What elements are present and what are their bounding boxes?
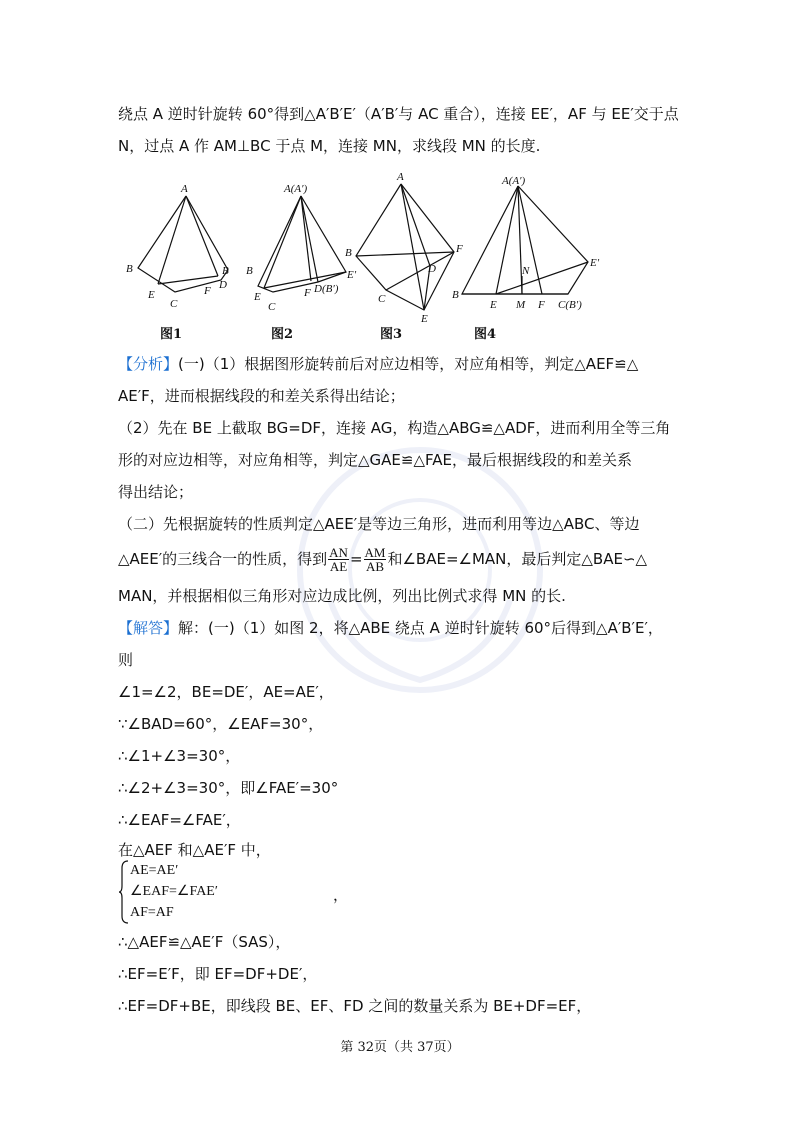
- text-line: 在△AEF 和△AE′F 中，: [118, 841, 271, 859]
- fig2-label-b: B: [246, 265, 253, 277]
- text-line: ∴EF=E′F，即 EF=DF+DE′，: [118, 965, 318, 983]
- fig4-label-n: N: [522, 265, 530, 277]
- fig1-label-c: C: [170, 298, 178, 310]
- fig1-label-e: E: [148, 289, 155, 301]
- fig2-label-f: F: [304, 287, 311, 299]
- text-span: (一)（1）根据图形旋转前后对应边相等，对应角相等，判定△AEF≌△: [178, 355, 639, 373]
- analysis-tag: 【分析】: [118, 355, 179, 373]
- fig4-label-e2: E′: [590, 257, 600, 269]
- fig4-label-c: C(B′): [558, 299, 582, 311]
- fig1-label-d: D: [219, 279, 227, 291]
- fig1-label-b: B: [126, 263, 133, 275]
- fraction-numerator: AN: [329, 545, 348, 560]
- text-span: △AEE′的三线合一的性质，得到: [118, 550, 328, 568]
- text-line: 得出结论；: [118, 483, 194, 501]
- text-line: MAN，并根据相似三角形对应边成比例，列出比例式求得 MN 的长.: [118, 587, 566, 605]
- fig1-label-b2: B: [222, 265, 229, 277]
- fig1-label-a: A: [181, 183, 188, 195]
- text-line: N，过点 A 作 AM⊥BC 于点 M，连接 MN，求线段 MN 的长度.: [118, 137, 541, 155]
- page-footer: 第 32页（共 37页）: [340, 1040, 460, 1055]
- fig1-label-f: F: [204, 285, 211, 297]
- fig4-label-e: E: [490, 299, 497, 311]
- text-span: 解：(一)（1）如图 2，将△ABE 绕点 A 逆时针旋转 60°后得到△A′B′E′，: [178, 619, 663, 637]
- text-line: ∵∠BAD=60°，∠EAF=30°，: [118, 715, 324, 733]
- text-line: ∴∠2+∠3=30°，即∠FAE′=30°: [118, 779, 339, 797]
- fig3-label-f: F: [456, 243, 463, 255]
- fig2-label-e: E: [254, 291, 261, 303]
- brace-lines: [130, 860, 218, 923]
- equation-line: AE=AE′: [130, 863, 179, 878]
- fraction: [364, 546, 387, 573]
- text-span: 和∠BAE=∠MAN，最后判定△BAE∽△: [387, 550, 648, 568]
- text-line: ∴EF=DF+BE，即线段 BE、EF、FD 之间的数量关系为 BE+DF=EF，: [118, 997, 592, 1015]
- fig3-label-a: A: [397, 171, 404, 183]
- fig4-label-m: M: [516, 299, 526, 311]
- fraction-numerator: AM: [364, 545, 386, 560]
- fig2-label-e2: E′: [347, 269, 357, 281]
- fig3-label-b: B: [345, 247, 352, 259]
- figure-caption: 图3: [380, 327, 403, 342]
- text-line: 形的对应边相等，对应角相等，判定△GAE≌△FAE，最后根据线段的和差关系: [118, 451, 632, 469]
- fig3-label-d: D: [428, 263, 436, 275]
- solution-tag: 【解答】: [118, 619, 179, 637]
- equation-line: ∠EAF=∠FAE′: [130, 884, 218, 899]
- fraction-denominator: AE: [329, 559, 348, 574]
- text-line: ∴∠EAF=∠FAE′，: [118, 811, 241, 829]
- fig4-label-f: F: [538, 299, 545, 311]
- geometry-figures: [118, 168, 618, 348]
- text-line: ∠1=∠2，BE=DE′，AE=AE′，: [118, 683, 334, 701]
- fig4-label-a: A(A′): [502, 175, 526, 187]
- figure-caption: 图2: [271, 327, 294, 342]
- fig3-label-e: E: [421, 313, 428, 325]
- text-line: ∴△AEF≌△AE′F（SAS），: [118, 933, 291, 951]
- fig3-label-c: C: [378, 293, 386, 305]
- brace-comma: ，: [333, 886, 349, 904]
- fraction-denominator: AB: [365, 559, 385, 574]
- left-brace-icon: [118, 860, 130, 924]
- equation-line: AF=AF: [130, 905, 174, 920]
- text-line: （2）先在 BE 上截取 BG=DF，连接 AG，构造△ABG≌△ADF，进而利用全等三角: [118, 419, 671, 437]
- figures-row: [118, 168, 618, 348]
- text-line: AE′F，进而根据线段的和差关系得出结论；: [118, 387, 405, 405]
- text-line: （二）先根据旋转的性质判定△AEE′是等边三角形，进而利用等边△ABC、等边: [118, 515, 640, 533]
- fig2-label-d: D(B′): [314, 283, 339, 295]
- equation-system: [118, 860, 378, 924]
- fig2-label-c: C: [268, 301, 276, 313]
- text-line: 则: [118, 651, 134, 669]
- fig2-label-a: A(A′): [284, 183, 308, 195]
- text-line: 绕点 A 逆时针旋转 60°得到△A′B′E′（A′B′与 AC 重合），连接 EE′，AF 与 EE′交于点: [118, 105, 679, 123]
- fraction-line: [118, 546, 647, 573]
- solution-line: [118, 618, 663, 638]
- figure-caption: 图4: [474, 327, 497, 342]
- fig4-label-b: B: [452, 289, 459, 301]
- analysis-line: [118, 354, 638, 374]
- fraction: [328, 546, 349, 573]
- text-line: ∴∠1+∠3=30°，: [118, 747, 241, 765]
- equals-sign: =: [349, 550, 363, 568]
- figure-caption: 图1: [160, 327, 183, 342]
